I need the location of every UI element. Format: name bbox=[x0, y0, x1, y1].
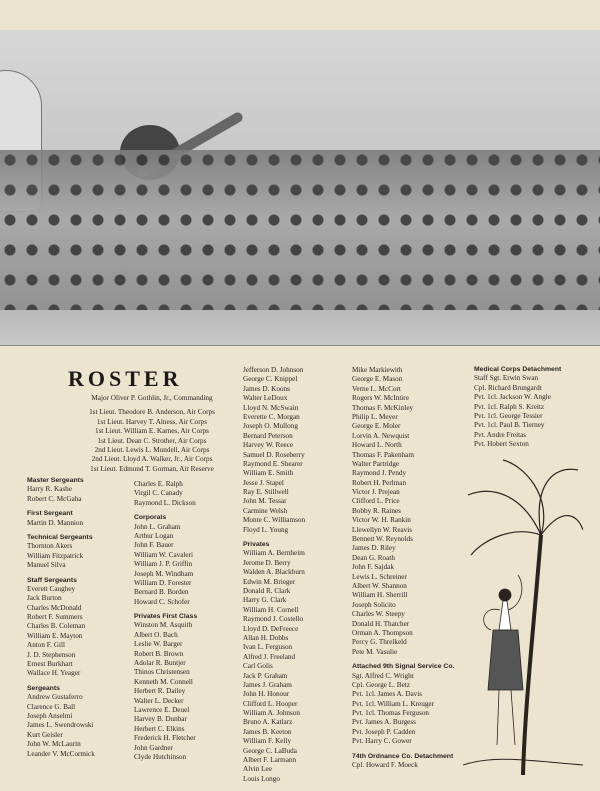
roster-name: Albert F. Larmann bbox=[243, 756, 297, 765]
roster-name: Victor J. Prejean bbox=[352, 488, 400, 497]
roster-name: Herbert C. Elkins bbox=[134, 724, 185, 733]
roster-name: Rogers W. McIntire bbox=[352, 394, 409, 403]
roster-name: Orman A. Thompson bbox=[352, 628, 413, 637]
roster-name: Thomas F. McKinley bbox=[352, 403, 414, 412]
section-heading: Technical Sergeants bbox=[27, 533, 93, 541]
officer-entry: 1st Lieut. Dean C. Strother, Air Corps bbox=[97, 436, 207, 445]
officer-entry: 1st Lieut. William E. Karnes, Air Corps bbox=[95, 427, 209, 436]
roster-heading: ROSTER bbox=[68, 366, 183, 391]
roster-name: James D. Riley bbox=[352, 544, 396, 553]
roster-name: William E. Mayton bbox=[27, 631, 83, 640]
officer-entry: 1st Lieut. Edmund T. Gorman, Air Reserve bbox=[90, 464, 214, 473]
roster-name: Wallace H. Yeager bbox=[27, 669, 81, 678]
roster-column-1 bbox=[27, 476, 95, 759]
roster-name: Kurt Geisler bbox=[27, 730, 63, 739]
roster-column-4 bbox=[352, 366, 454, 770]
roster-name: Pvt. James A. Burgess bbox=[352, 718, 416, 727]
roster-name: Walter L. Decker bbox=[134, 696, 184, 705]
roster-name: Floyd L. Young bbox=[243, 525, 289, 534]
roster-name: Thinos Christensen bbox=[134, 668, 190, 677]
photo-sky bbox=[0, 30, 600, 170]
roster-name: Pvt. 1cl. George Tessier bbox=[474, 411, 543, 420]
roster-name: Howard C. Schofer bbox=[134, 597, 190, 606]
roster-name: Cpl. Richard Brungardt bbox=[474, 383, 542, 392]
roster-name: Lorvin A. Newquist bbox=[352, 431, 410, 440]
photo-ground bbox=[0, 310, 600, 345]
roster-name: John F. Sajdak bbox=[352, 563, 394, 572]
roster-name: Clifford L. Hooper bbox=[243, 699, 298, 708]
roster-name: George C. LaBuda bbox=[243, 746, 297, 755]
roster-name: Leander V. McCormick bbox=[27, 749, 95, 758]
roster-name: James B. Keeton bbox=[243, 727, 292, 736]
roster-name: Clarence G. Ball bbox=[27, 702, 76, 711]
roster-name: Alvin Lee bbox=[243, 765, 272, 774]
roster-name: Bobby R. Raines bbox=[352, 506, 401, 515]
hula-dancer-illustration bbox=[463, 455, 583, 775]
roster-name: Robert F. Summers bbox=[27, 613, 83, 622]
roster-name: Cpl. George L. Betz bbox=[352, 680, 410, 689]
roster-name: Llewellyn W. Reavis bbox=[352, 525, 413, 534]
roster-name: Charles McDonald bbox=[27, 603, 82, 612]
roster-name: Raymond E. Shearer bbox=[243, 459, 303, 468]
roster-name: Howard L. North bbox=[352, 441, 402, 450]
roster-name: Percy G. Threlkeld bbox=[352, 638, 407, 647]
roster-name: Ernest Burkhart bbox=[27, 660, 73, 669]
roster-name: Sgt. Alfred C. Wright bbox=[352, 671, 414, 680]
section-heading: First Sergeant bbox=[27, 510, 73, 518]
roster-name: James J. Graham bbox=[243, 680, 292, 689]
roster-name: Lloyd D. DeFreece bbox=[243, 624, 299, 633]
roster-name: Carl Golis bbox=[243, 662, 273, 671]
roster-name: Cpl. Howard F. Moeck bbox=[352, 761, 418, 770]
roster-name: Anton F. Gill bbox=[27, 641, 65, 650]
roster-name: Clyde Hutchinson bbox=[134, 752, 187, 761]
roster-name: Bennett W. Reynolds bbox=[352, 535, 413, 544]
roster-name: Winston M. Asquith bbox=[134, 621, 193, 630]
roster-name: John Gardner bbox=[134, 743, 173, 752]
roster-name: Philip L. Meyer bbox=[352, 412, 398, 421]
officer-entry: 1st Lieut. Theodore B. Anderson, Air Corps bbox=[89, 408, 215, 417]
roster-name: Pvt. 1cl. Thomas Ferguson bbox=[352, 709, 430, 718]
roster-name: Harvey W. Reece bbox=[243, 441, 294, 450]
roster-name: Robert H. Perlman bbox=[352, 478, 407, 487]
roster-name: Jerome D. Berry bbox=[243, 558, 291, 567]
section-heading: Staff Sergeants bbox=[27, 576, 77, 584]
section-heading: Medical Corps Detachment bbox=[474, 366, 562, 373]
roster-name: Pvt. Joseph P. Cadden bbox=[352, 727, 416, 736]
roster-name: Raymond J. Costello bbox=[243, 615, 304, 624]
roster-name: Jack Burton bbox=[27, 594, 62, 603]
roster-name: James L. Swendrowski bbox=[27, 721, 94, 730]
roster-name: Carmine Welsh bbox=[243, 506, 288, 515]
roster-name: Albert W. Shannon bbox=[352, 581, 407, 590]
roster-name: Pvt. 1cl. Ralph S. Kreitz bbox=[474, 402, 545, 411]
roster-name: Monte C. Williamson bbox=[243, 516, 306, 525]
roster-name: Everette C. Morgan bbox=[243, 412, 300, 421]
roster-name: William A. Johnson bbox=[243, 709, 301, 718]
roster-name: Alfred J. Freeland bbox=[243, 652, 296, 661]
roster-name: William A. Bernheim bbox=[243, 549, 305, 558]
group-photo bbox=[0, 30, 600, 346]
roster-name: Pvt. 1cl. William L. Kreuger bbox=[352, 699, 435, 708]
roster-name: Pvt. Andre Freitas bbox=[474, 430, 527, 439]
roster-name: John W. McLaurin bbox=[27, 740, 81, 749]
roster-name: Joseph O. Mullong bbox=[243, 422, 298, 431]
roster-name: Verne L. McCort bbox=[352, 384, 401, 393]
commanding-officer: Major Oliver P. Gothlin, Jr., Commanding bbox=[91, 394, 213, 402]
roster-name: Allan H. Dobbs bbox=[243, 633, 289, 642]
roster-name: Dean G. Roath bbox=[352, 553, 395, 562]
roster-name: Lewis L. Schreiner bbox=[352, 572, 407, 581]
roster-name: Ivan L. Ferguson bbox=[243, 643, 293, 652]
roster-name: Robert C. McGaha bbox=[27, 494, 82, 503]
roster-name: Frederick H. Fletcher bbox=[134, 734, 196, 743]
roster-name: George E. Moler bbox=[352, 422, 401, 431]
roster-name: William W. Cavaleri bbox=[134, 550, 193, 559]
roster-name: William J. P. Griffin bbox=[134, 560, 193, 569]
roster-name: Thomas F. Pakenham bbox=[352, 450, 414, 459]
roster-name: Bernard Peterson bbox=[243, 431, 293, 440]
section-heading: Sergeants bbox=[27, 684, 60, 692]
roster-name: Walden A. Blackburn bbox=[243, 568, 305, 577]
section-heading: Master Sergeants bbox=[27, 477, 84, 484]
roster-name: George E. Mason bbox=[352, 375, 403, 384]
roster-name: Virgil C. Canady bbox=[134, 489, 183, 498]
roster-name: Adolar R. Buntjer bbox=[134, 659, 186, 668]
section-heading: Privates bbox=[243, 541, 270, 549]
roster-name: Mike Markiewith bbox=[352, 366, 403, 374]
roster-name: Harry G. Clark bbox=[243, 596, 287, 605]
roster-name: Samuel D. Roseberry bbox=[243, 450, 305, 459]
roster-name: Joseph M. Windham bbox=[134, 569, 194, 578]
roster-name: Clifford L. Price bbox=[352, 497, 400, 506]
roster-name: Lloyd N. McSwain bbox=[243, 403, 299, 412]
roster-name: Pvt. 1cl. Paul B. Tierney bbox=[474, 421, 545, 430]
roster-name: Lawrence E. Deuel bbox=[134, 705, 190, 714]
roster-name: J. D. Stephenson bbox=[27, 650, 76, 659]
roster-name: Raymond L. Dickson bbox=[134, 498, 196, 507]
roster-name: William H. Sherrill bbox=[352, 591, 408, 600]
roster-name: Bruno A. Katlarz bbox=[243, 718, 293, 727]
officers-list bbox=[52, 394, 252, 474]
roster-column-5 bbox=[474, 365, 561, 450]
roster-name: Robert B. Brown bbox=[134, 649, 184, 658]
roster-name: Donald H. Thatcher bbox=[352, 619, 410, 628]
section-heading: Attached 9th Signal Service Co. bbox=[352, 663, 455, 671]
roster-name: Thornton Akers bbox=[27, 542, 73, 551]
roster-column-2 bbox=[134, 480, 197, 762]
roster-name: Pvt. 1cl. Jackson W. Angle bbox=[474, 393, 551, 402]
roster-name: William E. Smith bbox=[243, 469, 294, 478]
roster-name: Ray E. Stillwell bbox=[243, 488, 289, 497]
roster-name: William Fitzpatrick bbox=[27, 551, 84, 560]
roster-name: Jesse J. Stapel bbox=[243, 478, 284, 487]
roster-name: Bernard B. Borden bbox=[134, 588, 189, 597]
roster-name: Pvt. Hobert Sexton bbox=[474, 440, 529, 449]
officer-entry: 2nd Lieut. Lewis L. Mundell, Air Corps bbox=[94, 446, 210, 455]
roster-name: Jack P. Graham bbox=[243, 671, 288, 680]
section-heading: Privates First Class bbox=[134, 613, 198, 621]
roster-name: Manuel Silva bbox=[27, 561, 66, 570]
roster-name: John F. Bauer bbox=[134, 541, 174, 550]
roster-name: Louis Longo bbox=[243, 774, 280, 783]
roster-name: Andrew Gustaferro bbox=[27, 693, 83, 702]
roster-name: Charles W. Steepy bbox=[352, 610, 405, 619]
roster-name: John H. Honour bbox=[243, 690, 290, 699]
roster-name: Donald R. Clark bbox=[243, 586, 291, 595]
roster-name: Pvt. 1cl. James A. Davis bbox=[352, 690, 423, 699]
roster-name: Staff Sgt. Erwin Swan bbox=[474, 374, 539, 383]
roster-name: Charles E. Ralph bbox=[134, 480, 183, 488]
roster-name: John L. Graham bbox=[134, 522, 181, 531]
roster-name: Raymond J. Pendy bbox=[352, 469, 407, 478]
section-heading: Corporals bbox=[134, 514, 167, 522]
roster-name: Kenneth M. Connell bbox=[134, 677, 193, 686]
roster-name: Edwin M. Brieger bbox=[243, 577, 296, 586]
roster-name: Jefferson D. Johnson bbox=[243, 366, 304, 374]
roster-name: Victor W. H. Rankin bbox=[352, 516, 411, 525]
section-heading: 74th Ordnance Co. Detachment bbox=[352, 752, 454, 760]
roster-name: Harry R. Kashe bbox=[27, 485, 72, 494]
roster-name: William F. Kelly bbox=[243, 737, 292, 746]
roster-name: Charles B. Coleman bbox=[27, 622, 86, 631]
roster-name: Herbert R. Dailey bbox=[134, 687, 186, 696]
roster-name: Pete M. Vasulie bbox=[352, 647, 398, 656]
officer-entry: 2nd Lieut. Lloyd A. Walker, Jr., Air Corps bbox=[91, 455, 213, 464]
roster-name: Martin D. Mannion bbox=[27, 518, 84, 527]
roster-name: Walter Partridge bbox=[352, 459, 400, 468]
roster-name: William D. Forester bbox=[134, 578, 192, 587]
roster-name: Joseph Solicito bbox=[352, 600, 396, 609]
roster-name: James D. Koons bbox=[243, 384, 290, 393]
roster-name: Everett Caughey bbox=[27, 584, 76, 593]
roster-name: Walter LeDoux bbox=[243, 394, 288, 403]
roster-name: George C. Knippel bbox=[243, 375, 298, 384]
soldiers-group bbox=[0, 150, 600, 325]
roster-name: Harvey B. Dunbar bbox=[134, 715, 187, 724]
officer-entry: 1st Lieut. Harvey T. Alness, Air Corps bbox=[96, 417, 208, 426]
roster-name: Albert O. Bach bbox=[134, 630, 178, 639]
roster-name: John M. Tessar bbox=[243, 497, 287, 506]
roster-name: Joseph Anselmi bbox=[27, 711, 73, 720]
roster-name: Leslie W. Barger bbox=[134, 640, 183, 649]
roster-name: William H. Cornell bbox=[243, 605, 299, 614]
roster-name: Pvt. Harry C. Gower bbox=[352, 737, 412, 746]
roster-name: Arthur Logan bbox=[134, 531, 174, 540]
roster-column-3 bbox=[243, 366, 305, 784]
